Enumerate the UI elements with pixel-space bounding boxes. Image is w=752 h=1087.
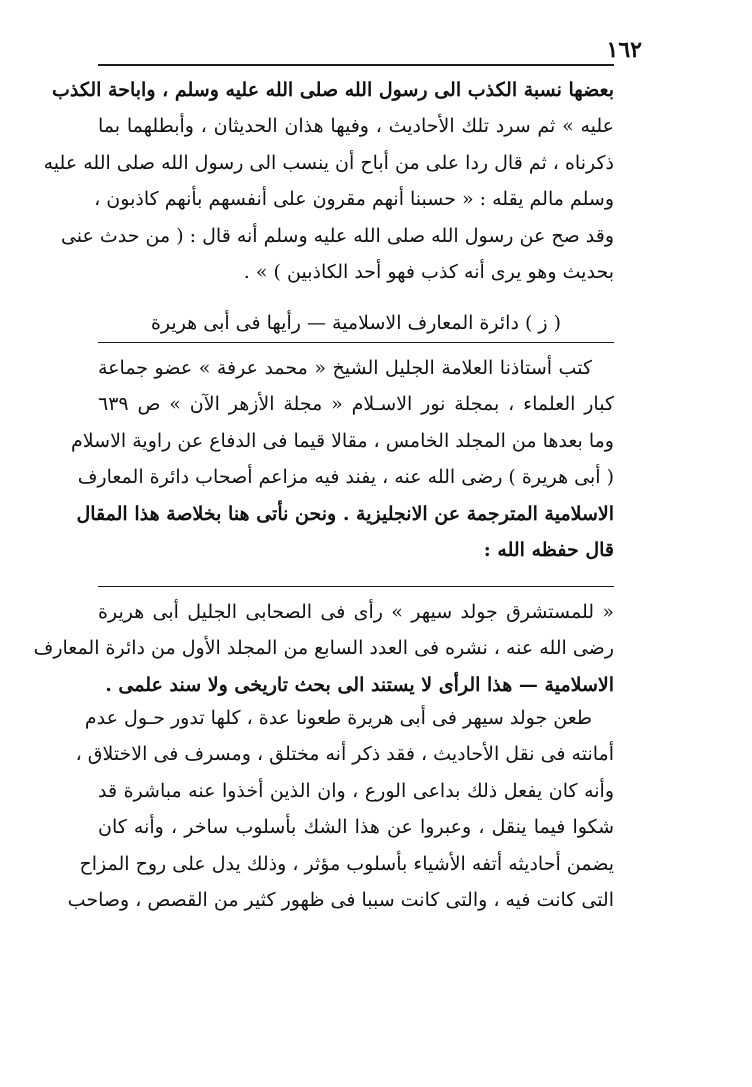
paragraph-sheikh-article — [71, 350, 614, 568]
text-line: كبار العلماء ، بمجلة نور الاسـلام « مجلة الأزهر الآن » ص ٦٣٩ — [98, 393, 614, 416]
text-line: وأنه كان يفعل ذلك بداعى الورع ، وان الذين أخذوا عنه مباشرة قد — [98, 779, 614, 802]
paragraph-orientalist-view — [33, 594, 614, 703]
text-line: طعن جولد سيهر فى أبى هريرة طعونا عدة ، كلها تدور حـول عدم — [84, 707, 592, 729]
text-line: كتب أستاذنا العلامة الجليل الشيخ « محمد عرفة » عضو جماعة — [98, 357, 592, 379]
header-rule — [98, 64, 614, 66]
text-line: « للمستشرق جولد سيهر » رأى فى الصحابى الجليل أبى هريرة — [98, 601, 614, 623]
text-line: بعضها نسبة الكذب الى رسول الله صلى الله عليه وسلم ، واباحة الكذب — [52, 79, 614, 101]
text-line: ذكرناه ، ثم قال ردا على من أباح أن ينسب الى رسول الله صلى الله عليه — [43, 151, 614, 174]
text-line: عليه » ثم سرد تلك الأحاديث ، وفيها هذان الحديثان ، وأبطلهما بما — [98, 115, 614, 138]
text-line: الاسلامية المترجمة عن الانجليزية . ونحن نأتى هنا بخلاصة هذا المقال — [76, 502, 614, 525]
section-divider — [98, 342, 614, 343]
paragraph-hadith-conclusion — [43, 72, 614, 290]
text-line: رضى الله عنه ، نشره فى العدد السابع من المجلد الأول من دائرة المعارف — [33, 637, 614, 660]
text-line: قال حفظه الله : — [483, 538, 614, 561]
text-line: ( أبى هريرة ) رضى الله عنه ، يفند فيه مزاعم أصحاب دائرة المعارف — [77, 466, 614, 489]
text-line: وما بعدها من المجلد الخامس ، مقالا قيما فى الدفاع عن راوية الاسلام — [71, 429, 614, 452]
paragraph-goldziher-claims — [67, 700, 614, 918]
text-line: شكوا فيما ينقل ، وعبروا عن هذا الشك بأسلوب ساخر ، وأنه كان — [98, 816, 614, 839]
section-divider — [98, 586, 614, 587]
text-line: التى كانت فيه ، والتى كانت سببا فى ظهور كثير من القصص ، وصاحب — [67, 888, 614, 911]
text-line: وقد صح عن رسول الله صلى الله عليه وسلم أنه قال : ( من حدث عنى — [60, 224, 614, 247]
text-line: الاسلامية — هذا الرأى لا يستند الى بحث تاريخى ولا سند علمى . — [105, 673, 614, 696]
text-line: أمانته فى نقل الأحاديث ، فقد ذكر أنه مختلق ، ومسرف فى الاختلاق ، — [75, 743, 614, 766]
page-number: ١٦٢ — [606, 37, 642, 63]
text-line: بحديث وهو يرى أنه كذب فهو أحد الكاذبين ) » . — [243, 260, 614, 283]
text-line: يضمن أحاديثه أتفه الأشياء بأسلوب مؤثر ، وذلك يدل على روح المزاح — [79, 852, 614, 875]
section-heading: ( ز ) دائرة المعارف الاسلامية — رأيها فى أبى هريرة — [150, 312, 562, 334]
text-line: وسلم مالم يقله : « حسبنا أنهم مقرون على أنفسهم بأنهم كاذبون ، — [94, 188, 614, 211]
